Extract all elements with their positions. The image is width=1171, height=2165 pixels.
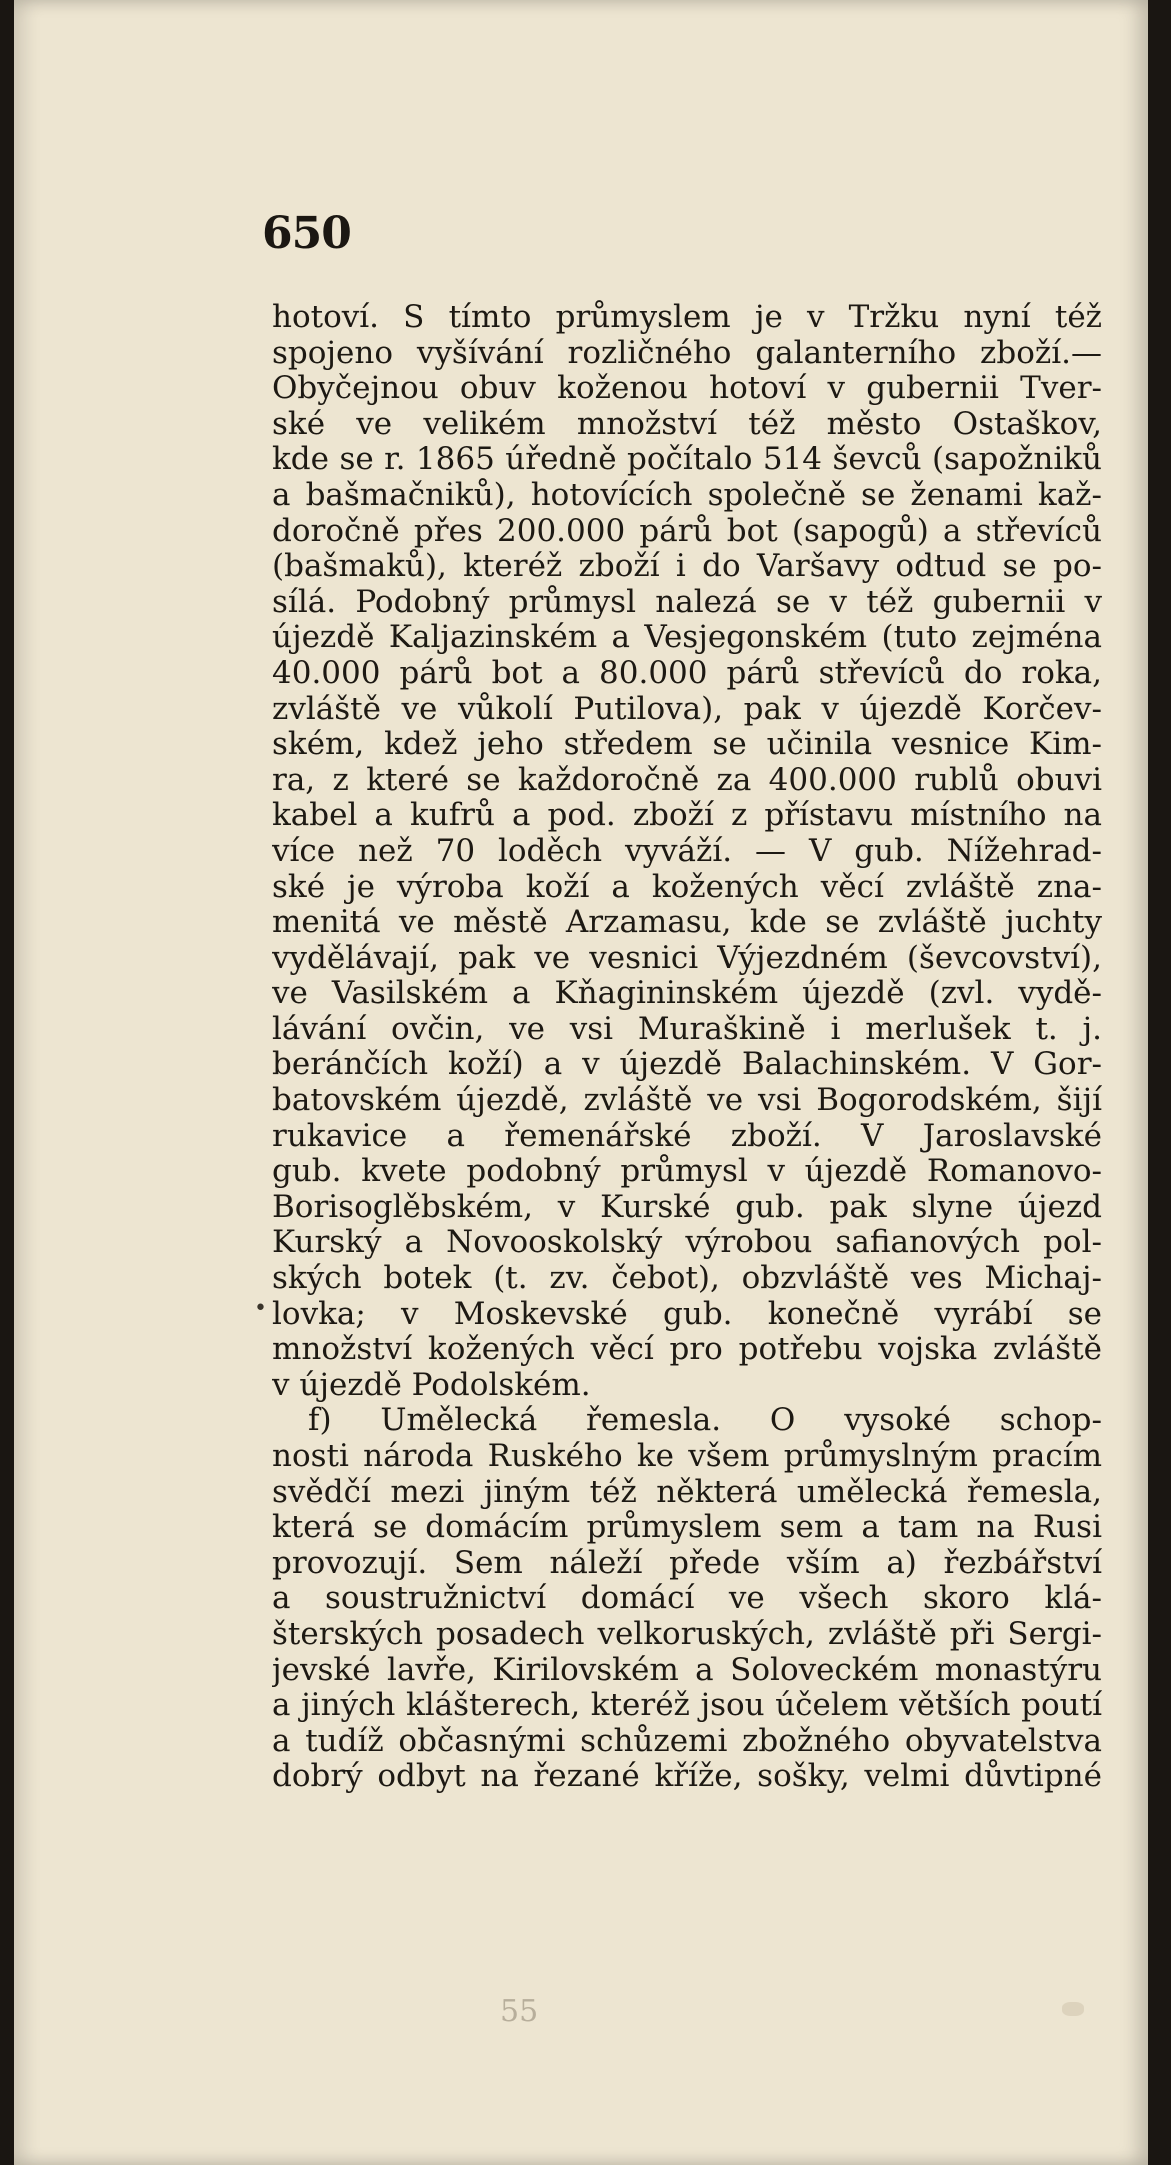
text-line: hotoví. S tímto průmyslem je v Tržku nyní též bbox=[272, 300, 1102, 335]
text-line: Borisoglěbském, v Kurské gub. pak slyne újezd bbox=[272, 1189, 1102, 1225]
text-line: Obyčejnou obuv koženou hotoví v gubernii Tver- bbox=[272, 371, 1102, 407]
book-page bbox=[14, 0, 1148, 2165]
text-line: jevské lavře, Kirilovském a Soloveckém monastýru bbox=[272, 1652, 1102, 1688]
text-line: beránčích koží) a v újezdě Balachinském. V Gor- bbox=[272, 1047, 1102, 1083]
text-line: ve Vasilském a Kňagininském újezdě (zvl. vydě- bbox=[272, 976, 1102, 1012]
text-line: ra, z které se každoročně za 400.000 rublů obuvi bbox=[272, 762, 1102, 798]
text-line: kabel a kufrů a pod. zboží z přístavu místního na bbox=[272, 798, 1102, 834]
text-line: (bašmaků), kteréž zboží i do Varšavy odtud se po- bbox=[272, 549, 1102, 585]
text-line: množství kožených věcí pro potřebu vojska zvláště bbox=[272, 1332, 1102, 1368]
text-line: gub. kvete podobný průmysl v újezdě Romanovo- bbox=[272, 1154, 1102, 1190]
text-line: lovka; v Moskevské gub. konečně vyrábí se bbox=[272, 1296, 1102, 1332]
text-line: batovském újezdě, zvláště ve vsi Bogorodském, šijí bbox=[272, 1083, 1102, 1119]
text-line: nosti národa Ruského ke všem průmyslným pracím bbox=[272, 1439, 1102, 1474]
text-line: a soustružnictví domácí ve všech skoro klá- bbox=[272, 1581, 1102, 1617]
text-line: lávání ovčin, ve vsi Muraškině i merlušek t. j. bbox=[272, 1011, 1102, 1047]
text-line: 40.000 párů bot a 80.000 párů střevíců do roka, bbox=[272, 655, 1102, 691]
text-line: ské ve velikém množství též město Ostaškov, bbox=[272, 406, 1102, 442]
body-text bbox=[272, 300, 1102, 1795]
text-line: v újezdě Podolském. bbox=[272, 1367, 591, 1403]
text-line: rukavice a řemenářské zboží. V Jaroslavské bbox=[272, 1118, 1102, 1154]
text-line: více než 70 loděch vyváží. — V gub. Nížehrad- bbox=[272, 833, 1102, 869]
text-line: zvláště ve vůkolí Putilova), pak v újezdě Korčev- bbox=[272, 691, 1102, 727]
page-number: 650 bbox=[262, 208, 351, 259]
text-line: vydělávají, pak ve vesnici Výjezdném (ševcovství), bbox=[272, 940, 1102, 976]
text-line: šterských posadech velkoruských, zvláště při Sergi- bbox=[272, 1616, 1102, 1652]
text-line: ské je výroba koží a kožených věcí zvláště zna- bbox=[272, 869, 1102, 905]
text-line: Kurský a Novooskolský výrobou safianových pol- bbox=[272, 1225, 1102, 1261]
text-line: spojeno vyšívání rozličného galanterního zboží.— bbox=[272, 335, 1102, 371]
text-line: která se domácím průmyslem sem a tam na Rusi bbox=[272, 1510, 1102, 1546]
margin-mark: • bbox=[254, 1296, 267, 1321]
text-line: újezdě Kaljazinském a Vesjegonském (tuto zejména bbox=[272, 620, 1102, 656]
text-line: kde se r. 1865 úředně počítalo 514 ševců (sapožniků bbox=[272, 442, 1102, 478]
text-line: ském, kdež jeho středem se učinila vesnice Kim- bbox=[272, 727, 1102, 763]
text-line: dobrý odbyt na řezané kříže, sošky, velmi důvtipné bbox=[272, 1759, 1102, 1795]
printer-signature-mark: 55 bbox=[500, 1994, 539, 2029]
text-line: provozují. Sem náleží přede vším a) řezbářství bbox=[272, 1545, 1102, 1581]
paper-smudge bbox=[1062, 2002, 1084, 2016]
text-line: svědčí mezi jiným též některá umělecká řemesla, bbox=[272, 1474, 1102, 1510]
text-line: a bašmačniků), hotovících společně se ženami kaž- bbox=[272, 477, 1102, 513]
section-heading-line: f) Umělecká řemesla. O vysoké schop- bbox=[308, 1403, 1102, 1439]
text-line: sílá. Podobný průmysl nalezá se v též gubernii v bbox=[272, 584, 1102, 620]
text-line: ských botek (t. zv. čebot), obzvláště ves Michaj- bbox=[272, 1261, 1102, 1297]
text-line: doročně přes 200.000 párů bot (sapogů) a střevíců bbox=[272, 513, 1102, 549]
text-line: a tudíž občasnými schůzemi zbožného obyvatelstva bbox=[272, 1723, 1102, 1759]
text-line: a jiných klášterech, kteréž jsou účelem větších poutí bbox=[272, 1688, 1102, 1724]
text-line: menitá ve městě Arzamasu, kde se zvláště juchty bbox=[272, 905, 1102, 941]
